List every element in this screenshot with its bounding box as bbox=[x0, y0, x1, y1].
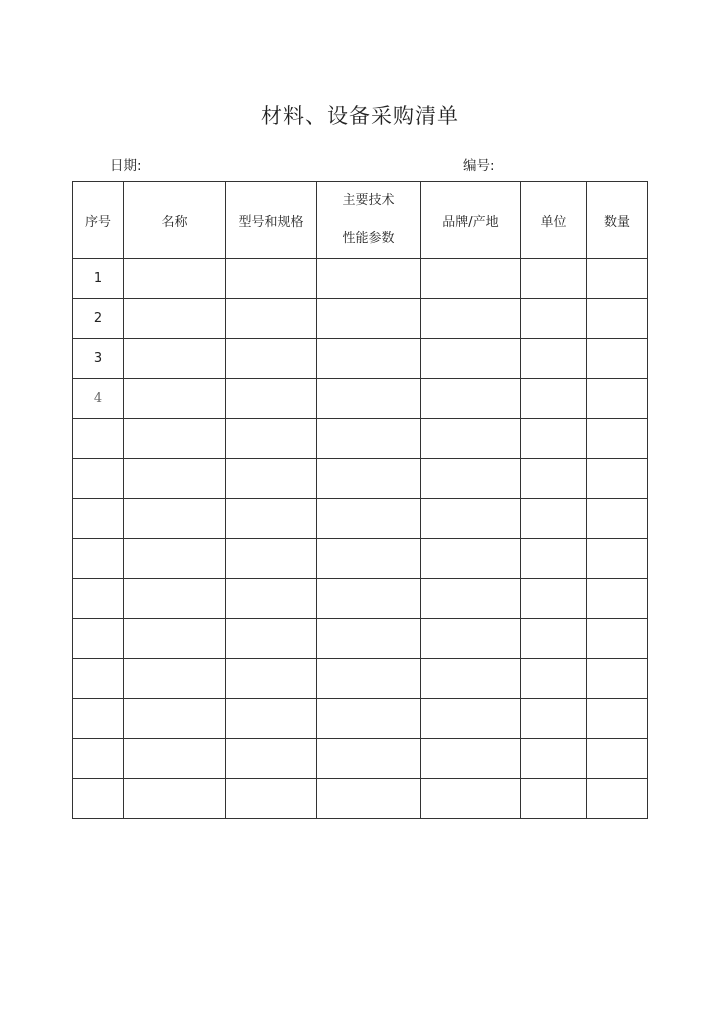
cell-qty[interactable] bbox=[587, 699, 648, 739]
number-label: 编号: bbox=[463, 158, 495, 174]
cell-tech[interactable] bbox=[317, 459, 421, 499]
cell-model[interactable] bbox=[226, 699, 317, 739]
cell-model[interactable] bbox=[226, 499, 317, 539]
cell-name[interactable] bbox=[124, 299, 226, 339]
cell-unit[interactable] bbox=[521, 459, 587, 499]
table-row bbox=[73, 579, 648, 619]
cell-brand[interactable] bbox=[421, 299, 521, 339]
cell-unit[interactable] bbox=[521, 339, 587, 379]
cell-unit[interactable] bbox=[521, 419, 587, 459]
cell-unit[interactable] bbox=[521, 499, 587, 539]
cell-brand[interactable] bbox=[421, 339, 521, 379]
cell-qty[interactable] bbox=[587, 539, 648, 579]
cell-name[interactable] bbox=[124, 659, 226, 699]
table-row bbox=[73, 659, 648, 699]
cell-name[interactable] bbox=[124, 739, 226, 779]
table-row bbox=[73, 699, 648, 739]
cell-unit[interactable] bbox=[521, 699, 587, 739]
cell-seq bbox=[73, 699, 124, 739]
table-row bbox=[73, 739, 648, 779]
cell-brand[interactable] bbox=[421, 579, 521, 619]
cell-tech[interactable] bbox=[317, 699, 421, 739]
cell-model[interactable] bbox=[226, 339, 317, 379]
cell-seq: 1 bbox=[73, 259, 124, 299]
table-row bbox=[73, 779, 648, 819]
cell-brand[interactable] bbox=[421, 739, 521, 779]
cell-unit[interactable] bbox=[521, 739, 587, 779]
cell-unit[interactable] bbox=[521, 659, 587, 699]
cell-model[interactable] bbox=[226, 739, 317, 779]
header-tech-params bbox=[317, 182, 421, 259]
cell-tech[interactable] bbox=[317, 259, 421, 299]
cell-brand[interactable] bbox=[421, 379, 521, 419]
cell-unit[interactable] bbox=[521, 779, 587, 819]
cell-name[interactable] bbox=[124, 499, 226, 539]
cell-model[interactable] bbox=[226, 619, 317, 659]
cell-seq bbox=[73, 419, 124, 459]
cell-name[interactable] bbox=[124, 259, 226, 299]
cell-model[interactable] bbox=[226, 379, 317, 419]
cell-brand[interactable] bbox=[421, 779, 521, 819]
cell-brand[interactable] bbox=[421, 259, 521, 299]
cell-seq bbox=[73, 739, 124, 779]
cell-qty[interactable] bbox=[587, 339, 648, 379]
cell-model[interactable] bbox=[226, 259, 317, 299]
cell-qty[interactable] bbox=[587, 659, 648, 699]
cell-name[interactable] bbox=[124, 339, 226, 379]
cell-seq: 4 bbox=[73, 379, 124, 419]
cell-name[interactable] bbox=[124, 579, 226, 619]
cell-model[interactable] bbox=[226, 579, 317, 619]
cell-model[interactable] bbox=[226, 299, 317, 339]
header-unit: 单位 bbox=[521, 182, 587, 259]
cell-name[interactable] bbox=[124, 699, 226, 739]
date-label: 日期: bbox=[110, 158, 142, 174]
cell-qty[interactable] bbox=[587, 579, 648, 619]
header-name: 名称 bbox=[124, 182, 226, 259]
cell-name[interactable] bbox=[124, 419, 226, 459]
cell-unit[interactable] bbox=[521, 299, 587, 339]
cell-qty[interactable] bbox=[587, 259, 648, 299]
cell-unit[interactable] bbox=[521, 379, 587, 419]
cell-model[interactable] bbox=[226, 659, 317, 699]
cell-seq bbox=[73, 579, 124, 619]
table-row bbox=[73, 299, 648, 339]
header-tech-line1: 主要技术 bbox=[342, 193, 395, 208]
cell-qty[interactable] bbox=[587, 459, 648, 499]
cell-qty[interactable] bbox=[587, 619, 648, 659]
cell-qty[interactable] bbox=[587, 499, 648, 539]
cell-seq: 3 bbox=[73, 339, 124, 379]
header-seq: 序号 bbox=[73, 182, 124, 259]
table-row bbox=[73, 419, 648, 459]
cell-brand[interactable] bbox=[421, 619, 521, 659]
cell-qty[interactable] bbox=[587, 739, 648, 779]
table-row bbox=[73, 379, 648, 419]
cell-brand[interactable] bbox=[421, 459, 521, 499]
cell-tech[interactable] bbox=[317, 419, 421, 459]
document-title: 材料、设备采购清单 bbox=[261, 104, 459, 128]
table-header-row bbox=[73, 182, 648, 259]
cell-seq: 2 bbox=[73, 299, 124, 339]
cell-tech[interactable] bbox=[317, 779, 421, 819]
cell-seq bbox=[73, 459, 124, 499]
header-brand: 品牌/产地 bbox=[421, 182, 521, 259]
cell-name[interactable] bbox=[124, 539, 226, 579]
cell-brand[interactable] bbox=[421, 539, 521, 579]
cell-seq bbox=[73, 499, 124, 539]
table-row bbox=[73, 459, 648, 499]
cell-name[interactable] bbox=[124, 379, 226, 419]
cell-tech[interactable] bbox=[317, 499, 421, 539]
cell-tech[interactable] bbox=[317, 539, 421, 579]
cell-qty[interactable] bbox=[587, 419, 648, 459]
cell-qty[interactable] bbox=[587, 779, 648, 819]
cell-model[interactable] bbox=[226, 419, 317, 459]
table-row bbox=[73, 499, 648, 539]
table-row bbox=[73, 539, 648, 579]
cell-tech[interactable] bbox=[317, 299, 421, 339]
table-row bbox=[73, 259, 648, 299]
cell-brand[interactable] bbox=[421, 499, 521, 539]
cell-unit[interactable] bbox=[521, 539, 587, 579]
cell-model[interactable] bbox=[226, 459, 317, 499]
cell-tech[interactable] bbox=[317, 339, 421, 379]
cell-name[interactable] bbox=[124, 619, 226, 659]
cell-brand[interactable] bbox=[421, 659, 521, 699]
cell-qty[interactable] bbox=[587, 299, 648, 339]
cell-unit[interactable] bbox=[521, 259, 587, 299]
table-row bbox=[73, 619, 648, 659]
cell-model[interactable] bbox=[226, 539, 317, 579]
cell-seq bbox=[73, 539, 124, 579]
header-tech-line2: 性能参数 bbox=[342, 231, 395, 246]
cell-seq bbox=[73, 779, 124, 819]
cell-name[interactable] bbox=[124, 459, 226, 499]
cell-tech[interactable] bbox=[317, 379, 421, 419]
cell-brand[interactable] bbox=[421, 699, 521, 739]
cell-tech[interactable] bbox=[317, 739, 421, 779]
header-model: 型号和规格 bbox=[226, 182, 317, 259]
cell-unit[interactable] bbox=[521, 619, 587, 659]
cell-tech[interactable] bbox=[317, 659, 421, 699]
cell-unit[interactable] bbox=[521, 579, 587, 619]
cell-seq bbox=[73, 659, 124, 699]
purchase-list-table bbox=[72, 181, 648, 819]
cell-tech[interactable] bbox=[317, 579, 421, 619]
table-row bbox=[73, 339, 648, 379]
cell-seq bbox=[73, 619, 124, 659]
header-qty: 数量 bbox=[587, 182, 648, 259]
cell-tech[interactable] bbox=[317, 619, 421, 659]
cell-brand[interactable] bbox=[421, 419, 521, 459]
cell-qty[interactable] bbox=[587, 379, 648, 419]
cell-name[interactable] bbox=[124, 779, 226, 819]
cell-model[interactable] bbox=[226, 779, 317, 819]
